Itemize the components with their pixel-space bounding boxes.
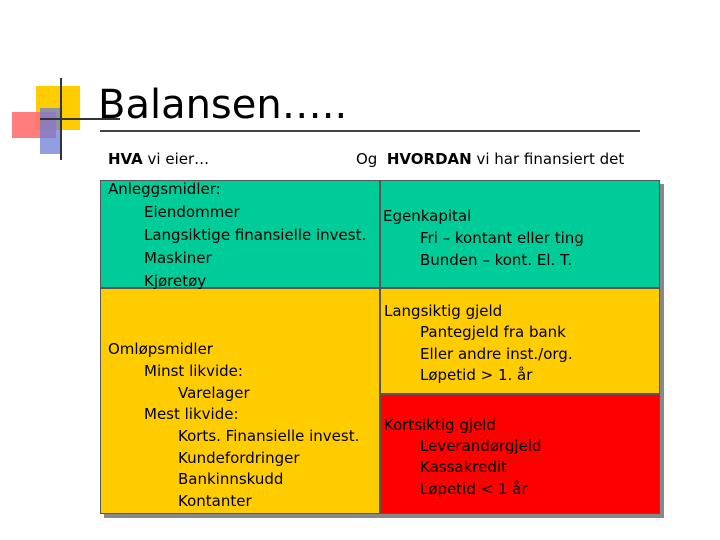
least-liquid-label: Minst likvide: <box>144 362 243 380</box>
current-asset-item: Kontanter <box>178 492 252 510</box>
header-left-text: vi eier… <box>142 150 210 168</box>
long-debt-item: Pantegjeld fra bank <box>420 323 566 341</box>
title-underline <box>100 130 640 132</box>
fixed-assets-heading: Anleggsmidler: <box>108 180 221 198</box>
current-asset-item: Kundefordringer <box>178 449 300 467</box>
header-right-og: Og <box>356 150 387 168</box>
logo-blue-square <box>40 108 62 154</box>
header-left-bold: HVA <box>108 150 143 168</box>
header-right-bold: HVORDAN <box>386 150 472 168</box>
header-right <box>356 150 624 168</box>
slide-title: Balansen….. <box>98 82 348 128</box>
inventory-item: Varelager <box>178 384 250 402</box>
header-left <box>108 150 209 168</box>
asset-item: Maskiner <box>144 249 212 267</box>
asset-item: Eiendommer <box>144 203 240 221</box>
short-debt-item: Løpetid < 1 år <box>420 480 528 498</box>
long-debt-item: Løpetid > 1. år <box>420 366 533 384</box>
current-assets-heading: Omløpsmidler <box>108 340 213 358</box>
short-debt-item: Leverandørgjeld <box>420 437 542 455</box>
asset-item: Kjøretøy <box>144 272 207 290</box>
current-asset-item: Korts. Finansielle invest. <box>178 427 360 445</box>
long-debt-heading: Langsiktig gjeld <box>384 302 503 320</box>
equity-item: Bunden – kont. El. T. <box>420 251 573 269</box>
equity-item: Fri – kontant eller ting <box>420 229 584 247</box>
asset-item: Langsiktige finansielle invest. <box>144 226 367 244</box>
short-debt-heading: Kortsiktig gjeld <box>384 416 496 434</box>
current-asset-item: Bankinnskudd <box>178 470 284 488</box>
equity-heading: Egenkapital <box>383 207 472 225</box>
short-debt-item: Kassakredit <box>420 458 507 476</box>
header-right-text: vi har finansiert det <box>471 150 625 168</box>
long-debt-item: Eller andre inst./org. <box>420 345 573 363</box>
most-liquid-label: Mest likvide: <box>144 405 239 423</box>
